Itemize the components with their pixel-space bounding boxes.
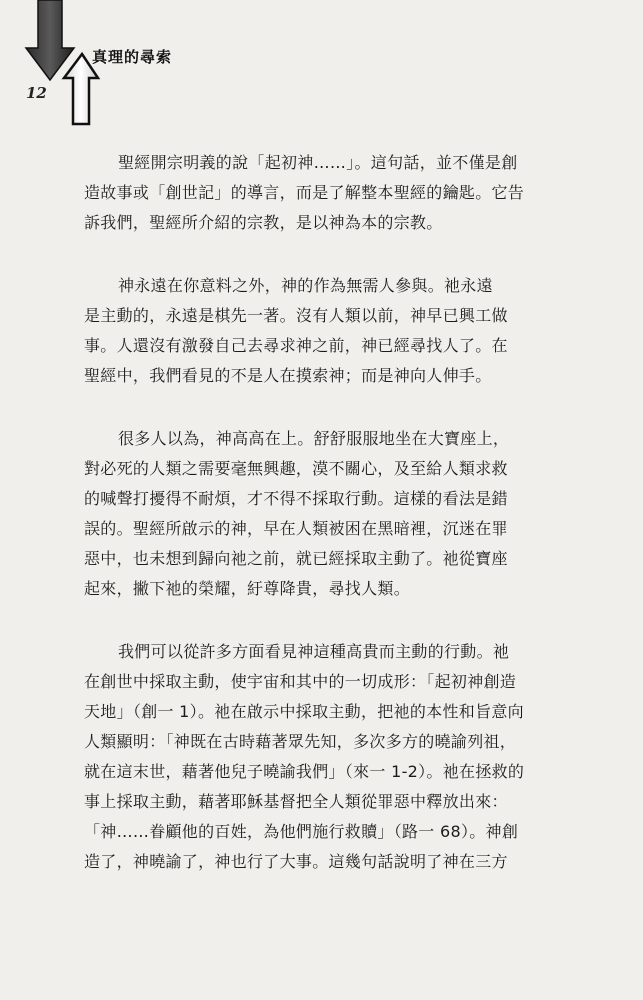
text-line: 天地」（創一 1）。祂在啟示中採取主動，把祂的本性和旨意向 [84,702,524,721]
text-line: 誤的。聖經所啟示的神，早在人類被困在黑暗裡，沉迷在罪 [84,519,508,538]
text-line: 神永遠在你意料之外，神的作為無需人參與。祂永遠 [118,276,493,295]
text-line: 起來，撇下祂的榮耀，紆尊降貴，尋找人類。 [84,579,411,598]
text-line: 造故事或「創世記」的導言，而是了解整本聖經的鑰匙。它告 [84,183,525,202]
paragraph-3 [84,424,554,604]
text-line: 是主動的，永遠是棋先一著。沒有人類以前，神早已興工做 [84,306,508,325]
book-title: 真理的尋索 [92,48,173,66]
text-line: 對必死的人類之需要毫無興趣，漠不關心，及至給人類求救 [84,459,508,478]
text-line: 事上採取主動，藉著耶穌基督把全人類從罪惡中釋放出來： [84,792,508,811]
text-line: 聖經中，我們看見的不是人在摸索神；而是神向人伸手。 [84,366,492,385]
paragraph-1 [84,148,554,238]
text-line: 很多人以為，神高高在上。舒舒服服地坐在大寶座上， [118,429,510,448]
paragraph-2 [84,271,554,391]
paragraph-4 [84,637,554,877]
text-line: 惡中，也未想到歸向祂之前，就已經採取主動了。祂從寶座 [84,549,508,568]
page-number: 12 [26,84,47,102]
text-line: 造了，神曉諭了，神也行了大事。這幾句話說明了神在三方 [84,852,508,871]
page-body [84,148,554,910]
text-line: 人類顯明：「神既在古時藉著眾先知，多次多方的曉諭列祖， [84,732,517,751]
text-line: 就在這末世，藉著他兒子曉諭我們」（來一 1-2）。祂在拯救的 [84,762,525,781]
text-line: 聖經開宗明義的說「起初神……」。這句話，並不僅是創 [118,153,518,172]
text-line: 在創世中採取主動，使宇宙和其中的一切成形：「起初神創造 [84,672,517,691]
text-line: 訴我們，聖經所介紹的宗教，是以神為本的宗教。 [84,213,443,232]
text-line: 「神……眷顧他的百姓，為他們施行救贖」（路一 68）。神創 [84,822,519,841]
text-line: 我們可以從許多方面看見神這種高貴而主動的行動。祂 [118,642,510,661]
text-line: 事。人還沒有激發自己去尋求神之前，神已經尋找人了。在 [84,336,508,355]
page-header [0,0,200,130]
text-line: 的喊聲打擾得不耐煩，才不得不採取行動。這樣的看法是錯 [84,489,508,508]
